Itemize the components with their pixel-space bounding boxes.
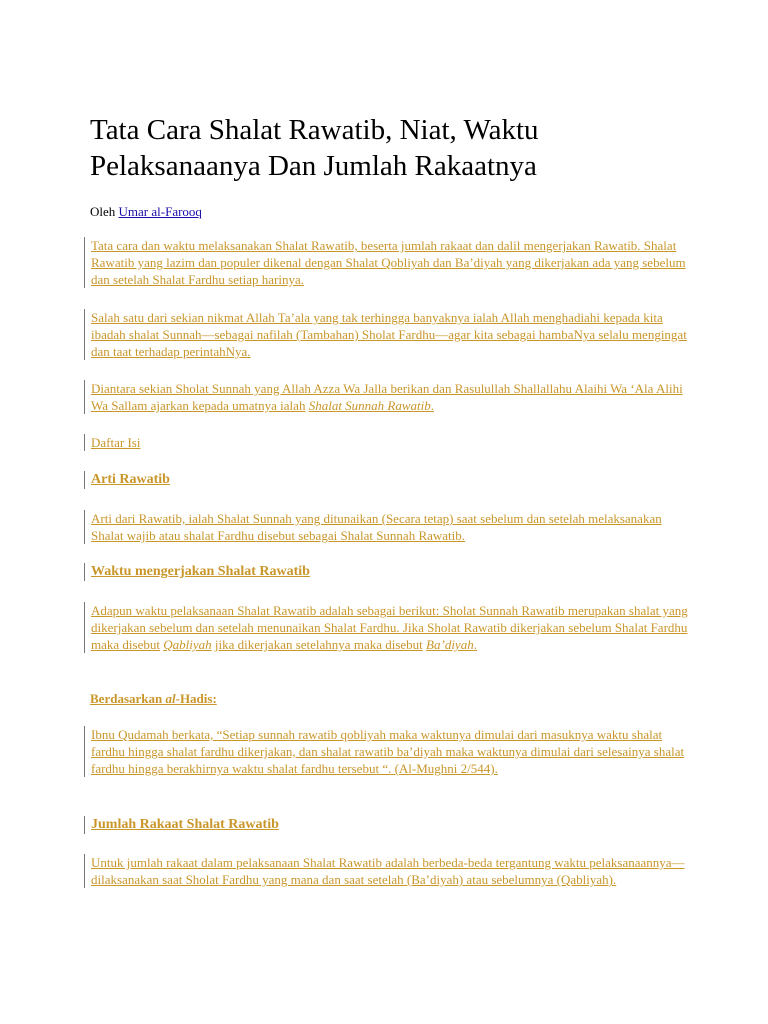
byline bbox=[90, 203, 202, 220]
paragraph-jumlah[interactable] bbox=[84, 854, 691, 888]
paragraph-hadis-text: Ibnu Qudamah berkata, “Setiap sunnah rawatib qobliyah maka waktunya dimulai dari masuknya waktu shalat fardhu hingga shalat fardhu dikerjakan, dan shalat rawatib ba’diyah maka waktunya dimulai dari selesainya shalat fardhu hingga berakhirnya waktu shalat fardhu tersebut “. (Al-Mughni 2/544). bbox=[91, 727, 685, 776]
table-of-contents-label: Daftar Isi bbox=[91, 435, 141, 450]
heading-arti-rawatib-text: Arti Rawatib bbox=[91, 472, 170, 487]
heading-hadis-text-a: Berdasarkan bbox=[90, 691, 163, 706]
paragraph-waktu-end: . bbox=[473, 637, 477, 652]
paragraph-jumlah-text: Untuk jumlah rakaat dalam pelaksanaan Shalat Rawatib adalah berbeda-beda tergantung waktu pelaksanaannya—dilaksanakan saat Sholat Fardhu yang mana dan saat setelah (Ba’diyah) atau sebelumnya (Qabliyah). bbox=[91, 855, 685, 887]
paragraph-intro-text: Tata cara dan waktu melaksanakan Shalat Rawatib, beserta jumlah rakaat dan dalil mengerjakan Rawatib. Shalat Rawatib yang lazim dan populer dikenal dengan Shalat Qobliyah dan Ba’diyah yang dikerjakan ada yang sebelum dan setelah Shalat Fardhu setiap harinya. bbox=[91, 238, 686, 287]
heading-arti-rawatib[interactable] bbox=[84, 471, 691, 489]
heading-jumlah-rakaat[interactable] bbox=[84, 816, 691, 834]
heading-waktu-text: Waktu mengerjakan Shalat Rawatib bbox=[91, 564, 310, 579]
paragraph-diantara[interactable] bbox=[84, 380, 691, 414]
paragraph-arti-text: Arti dari Rawatib, ialah Shalat Sunnah yang ditunaikan (Secara tetap) saat sebelum dan setelah melaksanakan Shalat wajib atau shalat Fardhu disebut sebagai Shalat Sunnah Rawatib. bbox=[91, 511, 662, 543]
paragraph-diantara-end: . bbox=[430, 398, 435, 413]
heading-hadis-text-b: -Hadis: bbox=[175, 691, 217, 706]
paragraph-waktu-text-a: Adapun waktu pelaksanaan Shalat Rawatib adalah sebagai berikut: Sholat Sunnah Rawatib merupakan shalat yang dikerjakan sebelum dan setelah menunaikan Shalat Fardhu. Jika Sholat Rawatib dikerjakan sebelum Shalat Fardhu maka disebut bbox=[91, 603, 688, 652]
paragraph-nikmat[interactable] bbox=[84, 309, 691, 360]
paragraph-waktu-text-b: jika dikerjakan setelahnya maka disebut bbox=[214, 637, 423, 652]
paragraph-nikmat-text: Salah satu dari sekian nikmat Allah Ta’ala yang tak terhingga banyaknya ialah Allah menghadiahi kepada kita ibadah shalat Sunnah—sebagai nafilah (Tambahan) Sholat Fardhu—agar kita sebagai hambaNya selalu mengingat dan taat terhadap perintahNya. bbox=[91, 310, 687, 359]
paragraph-waktu-emphasis-badiyah: Ba’diyah bbox=[426, 637, 474, 652]
table-of-contents-link[interactable] bbox=[84, 434, 691, 451]
paragraph-waktu[interactable] bbox=[84, 602, 691, 653]
paragraph-arti[interactable] bbox=[84, 510, 691, 544]
paragraph-diantara-text: Diantara sekian Sholat Sunnah yang Allah Azza Wa Jalla berikan dan Rasulullah Shallallahu Alaihi Wa ‘Ala Alihi Wa Sallam ajarkan kepada umatnya ialah bbox=[91, 381, 683, 413]
byline-prefix: Oleh bbox=[90, 204, 116, 219]
paragraph-hadis[interactable] bbox=[84, 726, 691, 777]
paragraph-intro[interactable] bbox=[84, 237, 691, 288]
heading-waktu[interactable] bbox=[84, 563, 691, 581]
paragraph-diantara-emphasis: Shalat Sunnah Rawatib bbox=[308, 398, 431, 413]
article-title: Tata Cara Shalat Rawatib, Niat, Waktu Pelaksanaanya Dan Jumlah Rakaatnya bbox=[90, 114, 539, 182]
author-link[interactable]: Umar al-Farooq bbox=[118, 204, 202, 219]
heading-hadis-emphasis: al bbox=[165, 691, 176, 706]
heading-jumlah-rakaat-text: Jumlah Rakaat Shalat Rawatib bbox=[91, 817, 279, 832]
heading-hadis[interactable] bbox=[90, 690, 217, 707]
paragraph-waktu-emphasis-qabliyah: Qabliyah bbox=[163, 637, 212, 652]
